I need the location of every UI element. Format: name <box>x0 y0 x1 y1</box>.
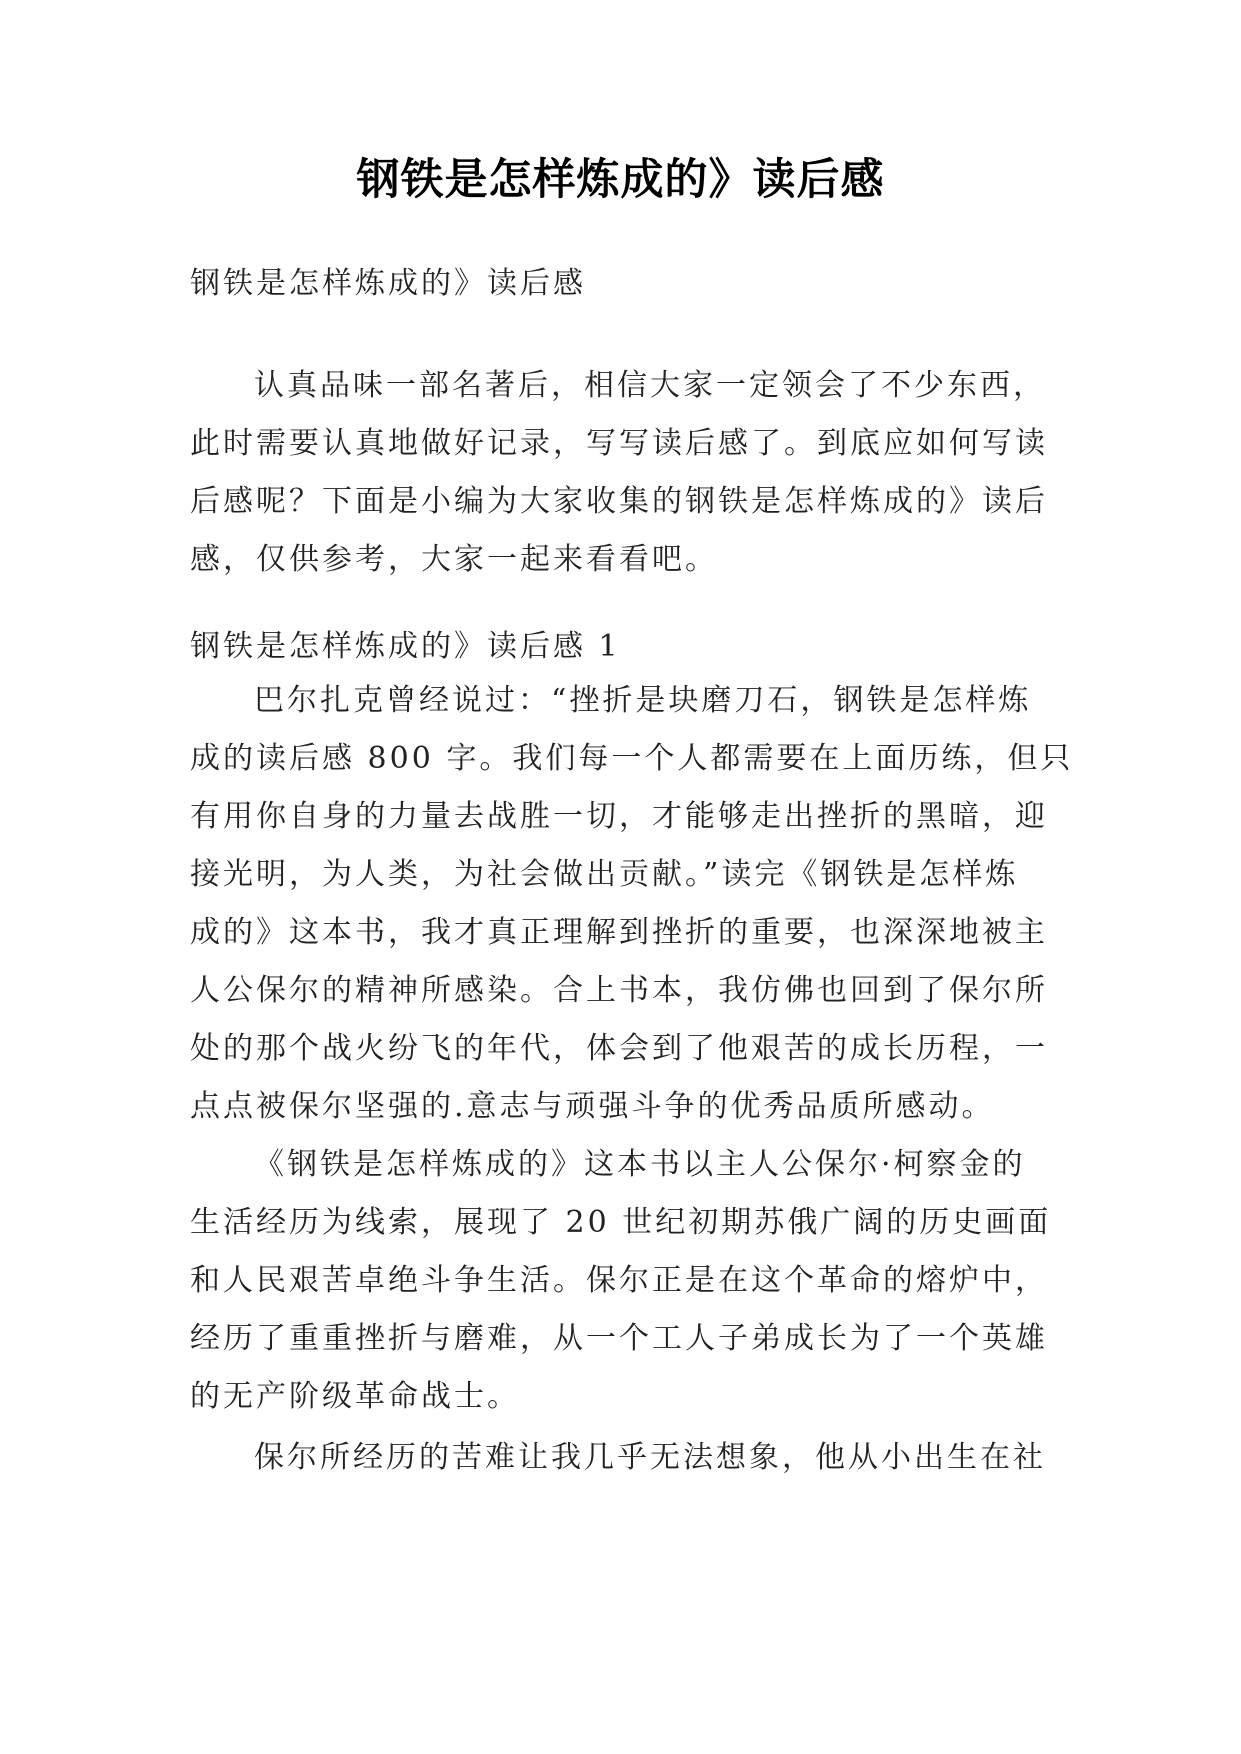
intro-paragraph <box>190 357 1065 589</box>
paragraph-line: 有用你自身的力量去战胜一切，才能够走出挫折的黑暗，迎 <box>190 799 1048 834</box>
paragraph-line: 《钢铁是怎样炼成的》这本书以主人公保尔·柯察金的 <box>254 1147 1026 1182</box>
paragraph-2 <box>190 1136 1065 1426</box>
paragraph-line: 生活经历为线索，展现了 20 世纪初期苏俄广阔的历史画面 <box>190 1205 1052 1240</box>
paragraph-line: 保尔所经历的苦难让我几乎无法想象，他从小出生在社 <box>254 1440 1046 1475</box>
paragraph-line: 人公保尔的精神所感染。合上书本，我仿佛也回到了保尔所 <box>190 973 1048 1008</box>
intro-line: 后感呢？下面是小编为大家收集的钢铁是怎样炼成的》读后 <box>190 484 1048 519</box>
intro-line: 此时需要认真地做好记录，写写读后感了。到底应如何写读 <box>190 426 1048 461</box>
paragraph-line: 点点被保尔坚强的.意志与顽强斗争的优秀品质所感动。 <box>190 1089 995 1124</box>
paragraph-line: 接光明，为人类，为社会做出贡献。”读完《钢铁是怎样炼 <box>190 857 1019 892</box>
intro-line: 感，仅供参考，大家一起来看看吧。 <box>190 542 718 577</box>
paragraph-line: 经历了重重挫折与磨难，从一个工人子弟成长为了一个英雄 <box>190 1321 1048 1356</box>
paragraph-line: 和人民艰苦卓绝斗争生活。保尔正是在这个革命的熔炉中， <box>190 1263 1048 1298</box>
paragraph-3 <box>190 1429 1065 1487</box>
subtitle-line: 钢铁是怎样炼成的》读后感 <box>190 266 586 301</box>
paragraph-line: 成的读后感 800 字。我们每一个人都需要在上面历练，但只 <box>190 741 1074 776</box>
paragraph-line: 处的那个战火纷飞的年代，体会到了他艰苦的成长历程，一 <box>190 1031 1048 1066</box>
paragraph-line: 的无产阶级革命战士。 <box>190 1379 520 1414</box>
document-subtitle <box>190 255 1065 313</box>
paragraph-1 <box>190 672 1074 1136</box>
section-heading-line: 钢铁是怎样炼成的》读后感 1 <box>190 629 621 664</box>
section-heading <box>190 618 1065 676</box>
paragraph-line: 巴尔扎克曾经说过：“挫折是块磨刀石，钢铁是怎样炼 <box>254 683 1032 718</box>
paragraph-line: 成的》这本书，我才真正理解到挫折的重要，也深深地被主 <box>190 915 1048 950</box>
intro-line: 认真品味一部名著后，相信大家一定领会了不少东西， <box>254 368 1046 403</box>
document-title: 钢铁是怎样炼成的》读后感 <box>356 155 885 205</box>
